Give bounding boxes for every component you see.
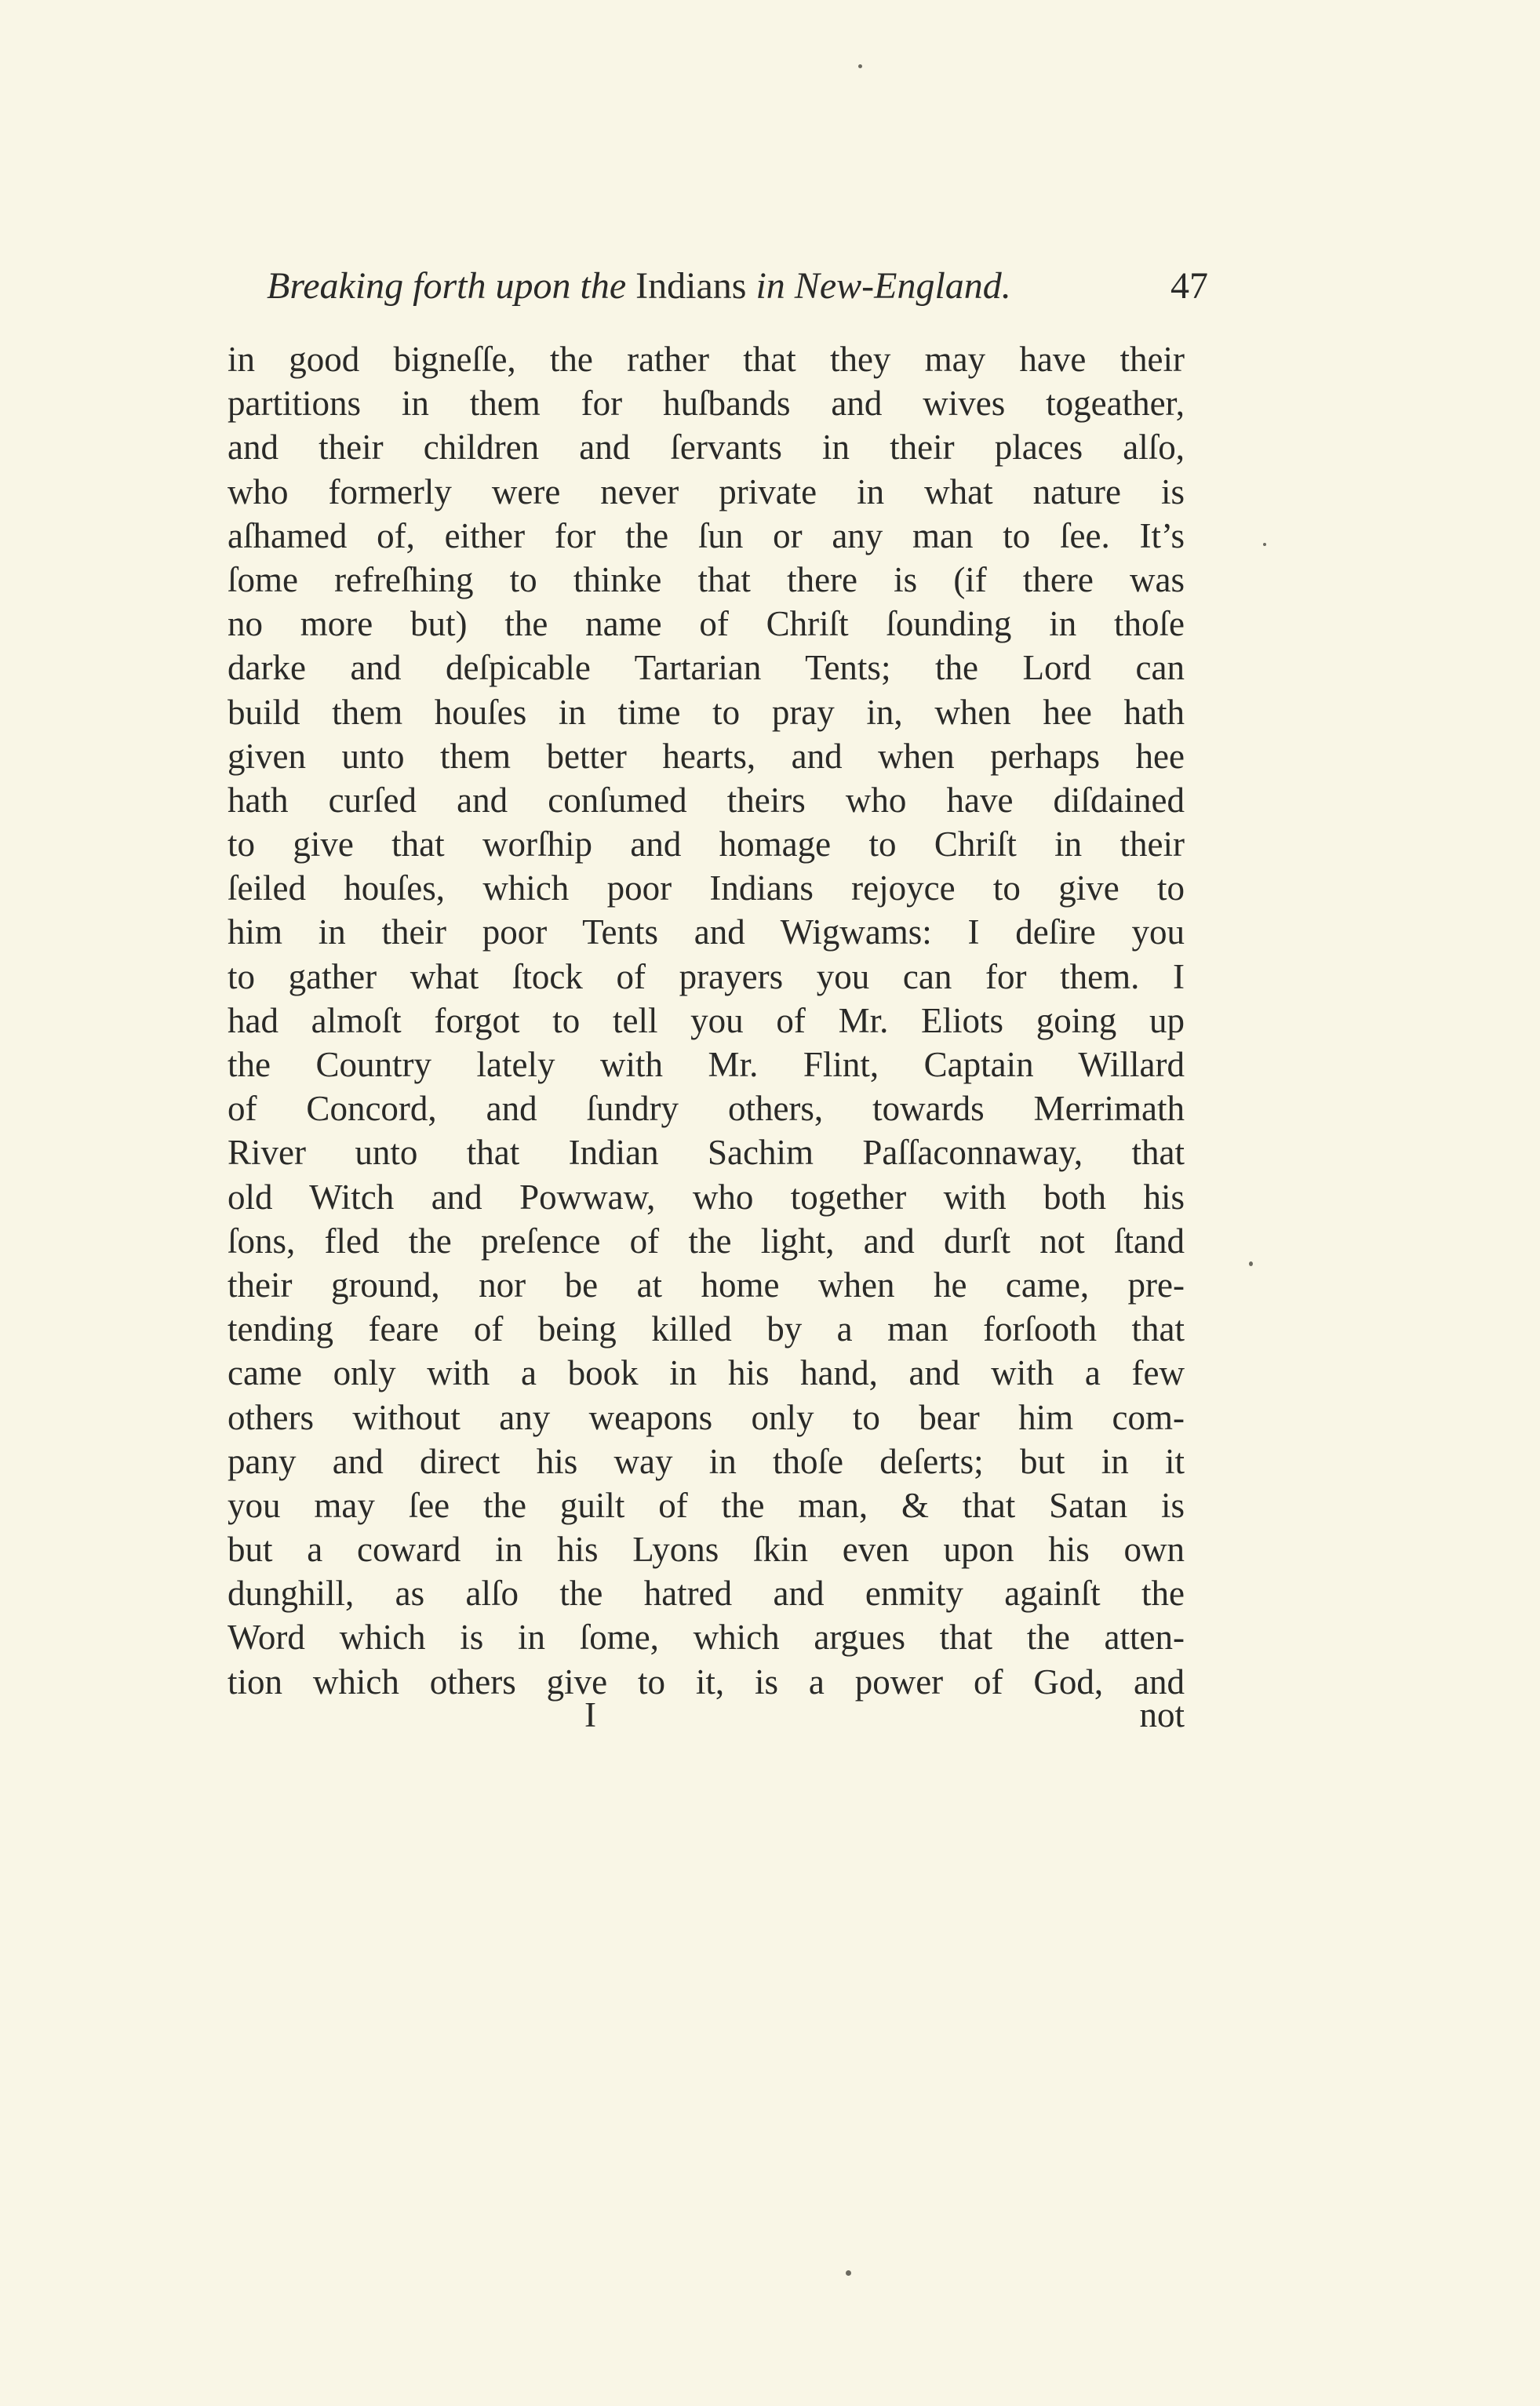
page-number: 47: [1170, 265, 1208, 307]
paper-speck: [846, 2270, 851, 2276]
text-line: tending feare of being killed by a man forſooth that: [228, 1309, 1185, 1349]
text-line: darke and deſpicable Tartarian Tents; the Lord can: [228, 648, 1185, 688]
running-head-roman: Indians: [635, 265, 747, 307]
text-line: tion which others give to it, is a power of God, and: [228, 1662, 1185, 1702]
text-line: you may ſee the guilt of the man, & that Satan is: [228, 1485, 1185, 1525]
running-head-italic-1: Breaking forth upon the: [267, 265, 627, 307]
text-line: to gather what ſtock of prayers you can for them. I: [228, 956, 1185, 996]
catchword: not: [1139, 1695, 1185, 1734]
running-head: [267, 259, 1208, 314]
text-line: build them houſes in time to pray in, when hee hath: [228, 692, 1185, 732]
text-line: given unto them better hearts, and when perhaps hee: [228, 736, 1185, 776]
text-line: to give that worſhip and homage to Chriſt in their: [228, 824, 1185, 864]
text-line: aſhamed of, either for the ſun or any man to ſee. It’s: [228, 515, 1185, 555]
text-line: of Concord, and ſundry others, towards Merrimath: [228, 1089, 1185, 1129]
paper-speck: [1249, 1261, 1253, 1266]
text-line: had almoſt forgot to tell you of Mr. Eliots going up: [228, 1000, 1185, 1040]
text-line: ſome refreſhing to thinke that there is (if there was: [228, 559, 1185, 599]
signature-catchword-line: [228, 1693, 1185, 1740]
text-line: but a coward in his Lyons ſkin even upon his own: [228, 1530, 1185, 1570]
text-line: ſons, fled the preſence of the light, and durſt not ſtand: [228, 1221, 1185, 1261]
text-line: came only with a book in his hand, and with a few: [228, 1353, 1185, 1393]
paper-speck: [858, 64, 862, 68]
text-line: their ground, nor be at home when he came, pre-: [228, 1265, 1185, 1305]
text-line: partitions in them for huſbands and wives togeather,: [228, 384, 1185, 424]
text-line: dunghill, as alſo the hatred and enmity againſt the: [228, 1574, 1185, 1614]
text-line: hath curſed and conſumed theirs who have diſdained: [228, 780, 1185, 820]
text-line: the Country lately with Mr. Flint, Captain Willard: [228, 1045, 1185, 1084]
text-line: no more but) the name of Chriſt ſounding in thoſe: [228, 604, 1185, 644]
body-text: [228, 337, 1185, 1704]
paper-speck: [1263, 543, 1266, 546]
signature-mark: I: [584, 1695, 596, 1734]
text-line: and their children and ſervants in their places alſo,: [228, 428, 1185, 468]
text-line: others without any weapons only to bear him com-: [228, 1397, 1185, 1437]
text-line: in good bigneſſe, the rather that they may have their: [228, 340, 1185, 379]
text-line: River unto that Indian Sachim Paſſaconnaway, that: [228, 1133, 1185, 1173]
text-line: him in their poor Tents and Wigwams: I deſire you: [228, 912, 1185, 952]
text-line: pany and direct his way in thoſe deſerts; but in it: [228, 1441, 1185, 1481]
text-line: who formerly were never private in what nature is: [228, 471, 1185, 511]
text-line: ſeiled houſes, which poor Indians rejoyce to give to: [228, 868, 1185, 908]
running-head-italic-2: in New-England.: [755, 265, 1011, 307]
text-line: Word which is in ſome, which argues that the atten-: [228, 1618, 1185, 1658]
text-line: old Witch and Powwaw, who together with both his: [228, 1177, 1185, 1217]
